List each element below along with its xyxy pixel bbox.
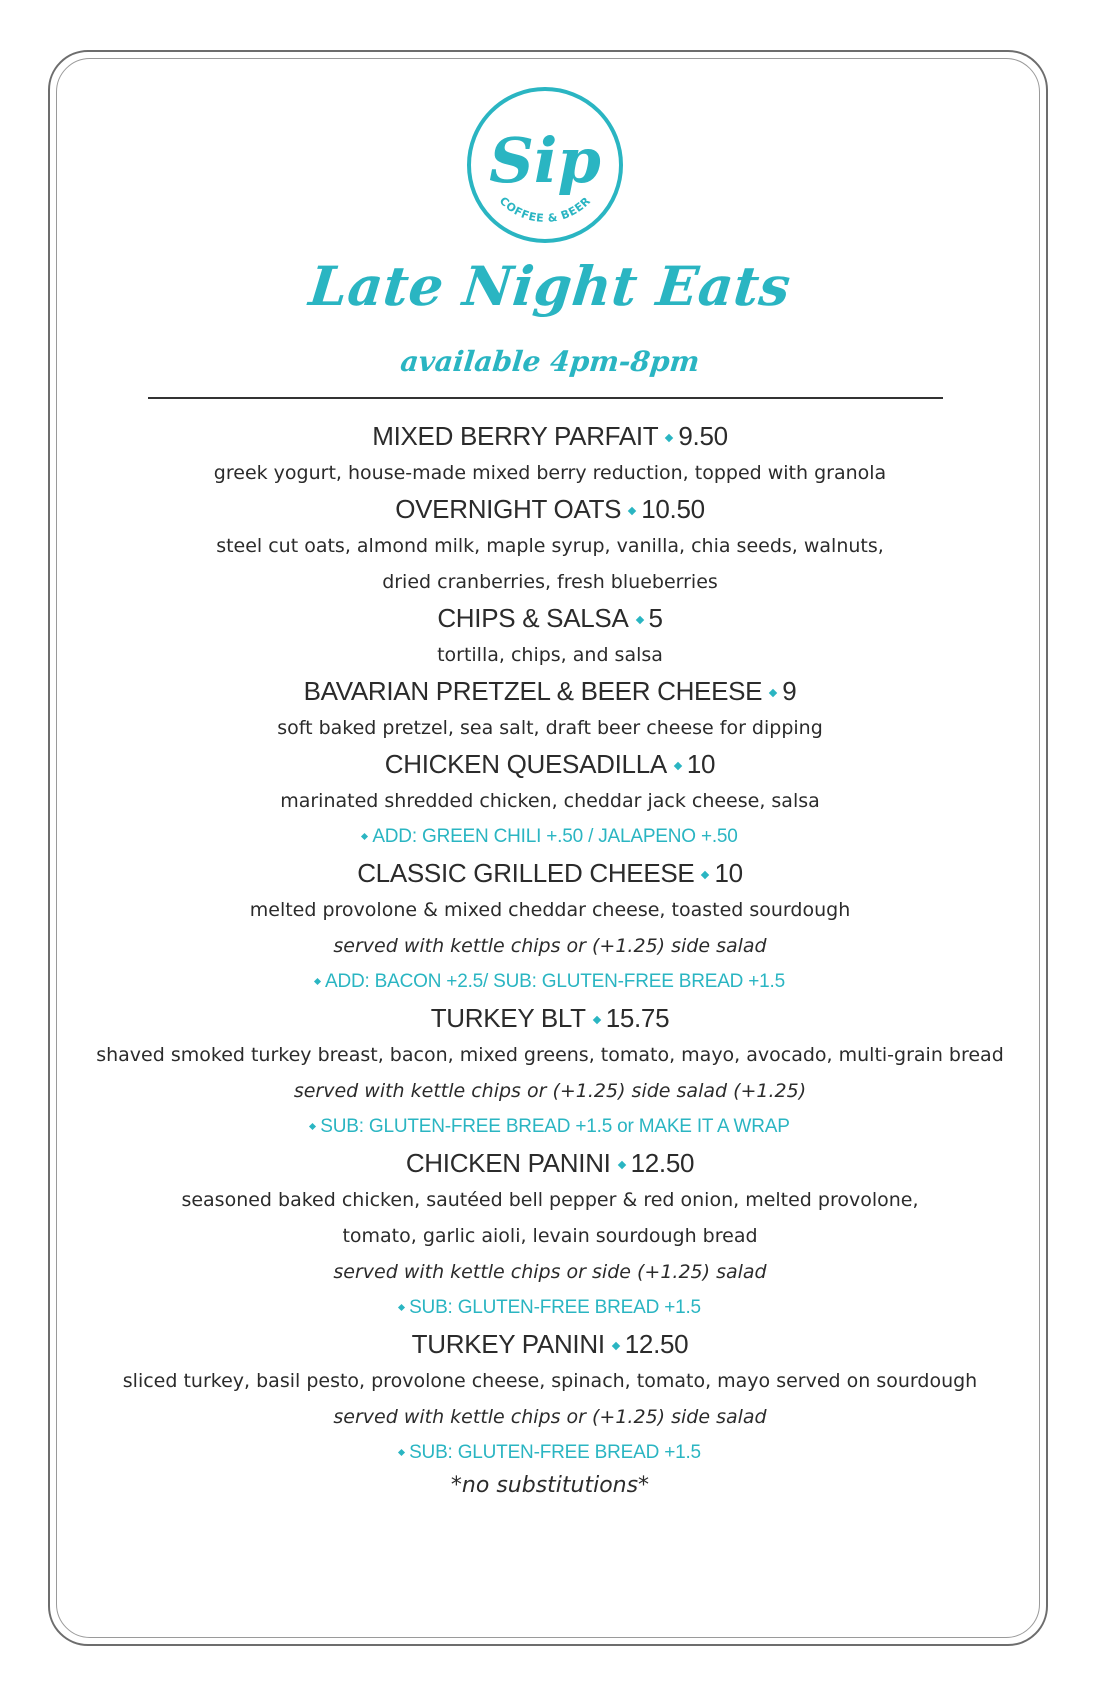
menu-item-description: tortilla, chips, and salsa bbox=[437, 644, 663, 666]
menu-item-side-note: served with kettle chips or (+1.25) side salad (+1.25) bbox=[293, 1080, 807, 1102]
menu-item-heading bbox=[60, 855, 1040, 891]
menu-item-heading bbox=[60, 1145, 1040, 1181]
menu-item-description: melted provolone & mixed cheddar cheese, toasted sourdough bbox=[249, 899, 851, 921]
menu-item-addon-text: ADD: BACON +2.5/ SUB: GLUTEN-FREE BREAD +1.5 bbox=[324, 971, 785, 992]
menu-item-addon bbox=[60, 964, 1040, 1000]
diamond-icon bbox=[361, 833, 368, 840]
menu-item-name: CHIPS & SALSA bbox=[437, 603, 629, 633]
sip-logo bbox=[462, 82, 628, 248]
menu-item-heading bbox=[60, 1000, 1040, 1036]
menu-item-name: BAVARIAN PRETZEL & BEER CHEESE bbox=[303, 676, 763, 706]
diamond-icon bbox=[612, 1342, 620, 1350]
menu-list bbox=[60, 418, 1040, 1501]
diamond-icon bbox=[635, 616, 643, 624]
menu-item-addon bbox=[60, 1109, 1040, 1145]
menu-item-side-note: served with kettle chips or side (+1.25) salad bbox=[333, 1261, 767, 1283]
diamond-icon bbox=[701, 871, 709, 879]
menu-item-heading bbox=[60, 673, 1040, 709]
menu-item-addon bbox=[60, 1290, 1040, 1326]
menu-item-description: tomato, garlic aioli, levain sourdough bread bbox=[342, 1225, 758, 1247]
header-divider bbox=[148, 397, 943, 399]
svg-text:COFFEE & BEER bbox=[497, 194, 593, 225]
menu-item bbox=[60, 1145, 1040, 1326]
menu-item-name: CHICKEN PANINI bbox=[405, 1148, 611, 1178]
menu-item-name: TURKEY PANINI bbox=[411, 1329, 605, 1359]
menu-item-price: 12.50 bbox=[624, 1329, 689, 1359]
diamond-icon bbox=[398, 1449, 405, 1456]
menu-item-description: sliced turkey, basil pesto, provolone cheese, spinach, tomato, mayo served on sourdough bbox=[122, 1370, 978, 1392]
menu-item-addon bbox=[60, 819, 1040, 855]
no-substitutions-note: *no substitutions* bbox=[450, 1473, 650, 1498]
menu-item-addon-text: SUB: GLUTEN-FREE BREAD +1.5 bbox=[409, 1297, 701, 1318]
menu-item-side-note: served with kettle chips or (+1.25) side salad bbox=[333, 935, 767, 957]
menu-item bbox=[60, 600, 1040, 673]
menu-item-heading bbox=[60, 746, 1040, 782]
menu-item-price: 12.50 bbox=[630, 1148, 695, 1178]
menu-item-name: CLASSIC GRILLED CHEESE bbox=[357, 858, 695, 888]
menu-item bbox=[60, 1000, 1040, 1145]
menu-item bbox=[60, 855, 1040, 1000]
menu-item-name: MIXED BERRY PARFAIT bbox=[372, 421, 659, 451]
diamond-icon bbox=[592, 1016, 600, 1024]
diamond-icon bbox=[314, 978, 321, 985]
menu-item-addon bbox=[60, 1435, 1040, 1471]
logo-brand-text: Sip bbox=[489, 124, 601, 197]
page-subtitle: available 4pm-8pm bbox=[398, 345, 702, 378]
menu-item-name: TURKEY BLT bbox=[430, 1003, 586, 1033]
menu-item-price: 5 bbox=[648, 603, 663, 633]
menu-item-heading bbox=[60, 1326, 1040, 1362]
menu-item-heading bbox=[60, 600, 1040, 636]
menu-item-description: shaved smoked turkey breast, bacon, mixed greens, tomato, mayo, avocado, multi-grain bread bbox=[96, 1044, 1004, 1066]
menu-item-price: 10.50 bbox=[641, 494, 705, 524]
menu-item-heading bbox=[60, 491, 1040, 527]
diamond-icon bbox=[617, 1161, 625, 1169]
menu-item-addon-text: SUB: GLUTEN-FREE BREAD +1.5 or MAKE IT A WRAP bbox=[320, 1116, 790, 1137]
page-title: Late Night Eats bbox=[306, 254, 794, 318]
menu-item-price: 15.75 bbox=[605, 1003, 670, 1033]
menu-item-price: 10 bbox=[714, 858, 743, 888]
menu-item-addon-text: SUB: GLUTEN-FREE BREAD +1.5 bbox=[409, 1442, 701, 1463]
menu-item-name: CHICKEN QUESADILLA bbox=[384, 749, 667, 779]
menu-item-description: marinated shredded chicken, cheddar jack cheese, salsa bbox=[280, 790, 820, 812]
menu-item-heading bbox=[60, 418, 1040, 454]
menu-item-price: 9 bbox=[782, 676, 797, 706]
menu-item-description: soft baked pretzel, sea salt, draft beer cheese for dipping bbox=[277, 717, 823, 739]
menu-item bbox=[60, 491, 1040, 600]
diamond-icon bbox=[674, 762, 682, 770]
menu-item-name: OVERNIGHT OATS bbox=[395, 494, 622, 524]
menu-item-price: 10 bbox=[686, 749, 716, 779]
diamond-icon bbox=[309, 1123, 316, 1130]
menu-item-side-note: served with kettle chips or (+1.25) side salad bbox=[333, 1406, 767, 1428]
diamond-icon bbox=[665, 434, 673, 442]
logo-tagline: COFFEE & BEER bbox=[496, 194, 594, 225]
diamond-icon bbox=[398, 1304, 405, 1311]
menu-item-description: greek yogurt, house-made mixed berry reduction, topped with granola bbox=[213, 462, 887, 484]
diamond-icon bbox=[628, 507, 636, 515]
menu-item-description: seasoned baked chicken, sautéed bell pepper & red onion, melted provolone, bbox=[181, 1189, 919, 1211]
menu-item bbox=[60, 673, 1040, 746]
menu-item-description: steel cut oats, almond milk, maple syrup, vanilla, chia seeds, walnuts, bbox=[216, 535, 884, 557]
menu-item bbox=[60, 746, 1040, 855]
menu-item bbox=[60, 1326, 1040, 1471]
menu-item-price: 9.50 bbox=[678, 421, 728, 451]
menu-item bbox=[60, 418, 1040, 491]
menu-item-description: dried cranberries, fresh blueberries bbox=[382, 571, 718, 593]
diamond-icon bbox=[769, 689, 777, 697]
menu-item-addon-text: ADD: GREEN CHILI +.50 / JALAPENO +.50 bbox=[372, 826, 738, 847]
